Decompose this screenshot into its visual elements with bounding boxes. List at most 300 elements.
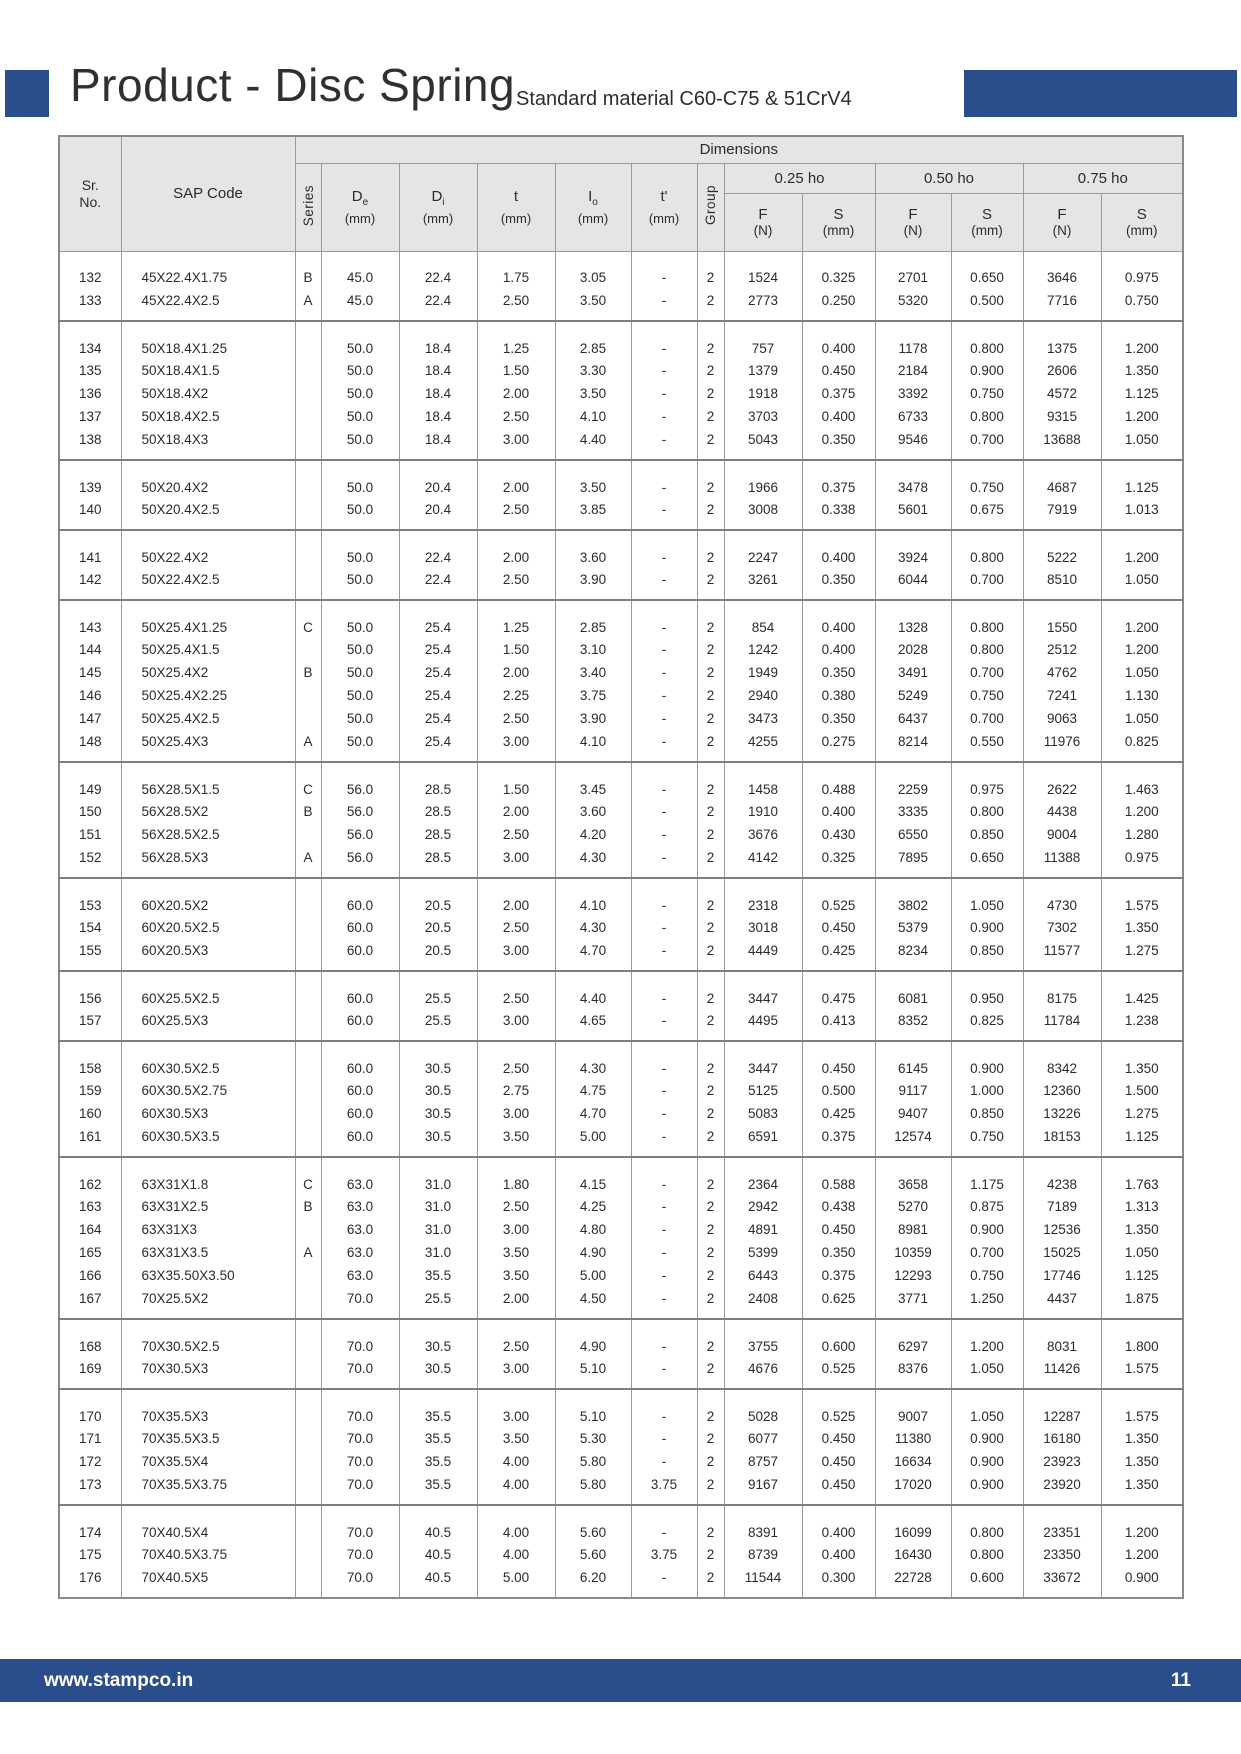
cell-series [295, 1287, 321, 1319]
cell-di_mm: 25.4 [399, 707, 477, 730]
cell-t_prime_mm: - [631, 1287, 697, 1319]
cell-s_025ho: 0.525 [802, 878, 875, 916]
cell-t_mm: 2.00 [477, 460, 555, 498]
footer-url: www.stampco.in [44, 1669, 194, 1691]
cell-series [295, 684, 321, 707]
cell-di_mm: 25.5 [399, 971, 477, 1009]
cell-s_050ho: 0.900 [951, 359, 1023, 382]
cell-group: 2 [697, 916, 724, 939]
cell-io_mm: 4.30 [555, 846, 631, 878]
cell-f_025ho: 3676 [724, 823, 802, 846]
cell-f_050ho: 6145 [875, 1041, 951, 1079]
header-de-subscript: e [362, 197, 369, 208]
cell-group: 2 [697, 321, 724, 359]
cell-series [295, 1009, 321, 1041]
cell-s_050ho: 0.700 [951, 707, 1023, 730]
cell-f_075ho: 8510 [1023, 568, 1101, 600]
cell-di_mm: 22.4 [399, 251, 477, 289]
cell-t_mm: 1.50 [477, 638, 555, 661]
cell-di_mm: 40.5 [399, 1543, 477, 1566]
cell-sr_no: 175 [59, 1543, 121, 1566]
cell-sr_no: 170 [59, 1389, 121, 1427]
cell-s_075ho: 1.050 [1101, 428, 1183, 460]
cell-series [295, 1450, 321, 1473]
cell-series [295, 568, 321, 600]
cell-s_025ho: 0.375 [802, 460, 875, 498]
cell-group: 2 [697, 762, 724, 800]
header-075ho: 0.75 ho [1023, 163, 1183, 193]
table-row [59, 846, 1183, 878]
cell-f_025ho: 2318 [724, 878, 802, 916]
cell-t_mm: 3.00 [477, 846, 555, 878]
table-row [59, 1357, 1183, 1389]
cell-f_050ho: 3392 [875, 382, 951, 405]
cell-di_mm: 31.0 [399, 1241, 477, 1264]
cell-io_mm: 3.60 [555, 800, 631, 823]
cell-sap_code: 70X30.5X2.5 [121, 1319, 295, 1357]
cell-t_prime_mm: - [631, 1218, 697, 1241]
cell-s_075ho: 0.900 [1101, 1566, 1183, 1598]
cell-group: 2 [697, 251, 724, 289]
cell-series [295, 321, 321, 359]
cell-f_025ho: 3008 [724, 498, 802, 530]
cell-io_mm: 3.75 [555, 684, 631, 707]
cell-di_mm: 18.4 [399, 321, 477, 359]
table-row [59, 1505, 1183, 1543]
header-f-025: F (N) [724, 193, 802, 251]
masthead-accent-bar [964, 70, 1237, 117]
cell-di_mm: 18.4 [399, 359, 477, 382]
cell-sap_code: 50X22.4X2 [121, 530, 295, 568]
table-row [59, 707, 1183, 730]
cell-group: 2 [697, 1389, 724, 1427]
cell-f_025ho: 2247 [724, 530, 802, 568]
cell-di_mm: 18.4 [399, 405, 477, 428]
cell-sr_no: 133 [59, 289, 121, 321]
cell-f_025ho: 1949 [724, 661, 802, 684]
cell-f_025ho: 2942 [724, 1195, 802, 1218]
cell-di_mm: 31.0 [399, 1218, 477, 1241]
cell-s_050ho: 0.950 [951, 971, 1023, 1009]
cell-s_025ho: 0.338 [802, 498, 875, 530]
cell-de_mm: 60.0 [321, 878, 399, 916]
cell-s_025ho: 0.450 [802, 1450, 875, 1473]
cell-s_025ho: 0.350 [802, 568, 875, 600]
cell-sap_code: 70X40.5X3.75 [121, 1543, 295, 1566]
cell-s_025ho: 0.450 [802, 1473, 875, 1505]
cell-io_mm: 4.75 [555, 1079, 631, 1102]
header-de [321, 163, 399, 251]
cell-di_mm: 20.5 [399, 878, 477, 916]
cell-di_mm: 20.4 [399, 498, 477, 530]
cell-group: 2 [697, 707, 724, 730]
cell-f_075ho: 4437 [1023, 1287, 1101, 1319]
cell-s_050ho: 0.700 [951, 568, 1023, 600]
cell-f_075ho: 2512 [1023, 638, 1101, 661]
table-row [59, 684, 1183, 707]
table-row [59, 321, 1183, 359]
cell-di_mm: 25.4 [399, 684, 477, 707]
cell-s_025ho: 0.325 [802, 846, 875, 878]
cell-sr_no: 143 [59, 600, 121, 638]
cell-di_mm: 20.4 [399, 460, 477, 498]
cell-s_050ho: 1.200 [951, 1319, 1023, 1357]
header-di-unit: (mm) [422, 211, 454, 226]
cell-f_025ho: 5028 [724, 1389, 802, 1427]
cell-s_025ho: 0.438 [802, 1195, 875, 1218]
cell-s_075ho: 1.050 [1101, 707, 1183, 730]
cell-s_025ho: 0.450 [802, 1041, 875, 1079]
cell-s_050ho: 0.900 [951, 1218, 1023, 1241]
cell-di_mm: 31.0 [399, 1157, 477, 1195]
cell-f_075ho: 4730 [1023, 878, 1101, 916]
cell-s_075ho: 1.313 [1101, 1195, 1183, 1218]
cell-sr_no: 162 [59, 1157, 121, 1195]
header-io [555, 163, 631, 251]
cell-di_mm: 28.5 [399, 823, 477, 846]
cell-t_prime_mm: - [631, 823, 697, 846]
cell-f_075ho: 7302 [1023, 916, 1101, 939]
cell-sap_code: 63X35.50X3.50 [121, 1264, 295, 1287]
cell-io_mm: 4.15 [555, 1157, 631, 1195]
cell-f_075ho: 2622 [1023, 762, 1101, 800]
cell-io_mm: 5.30 [555, 1427, 631, 1450]
cell-group: 2 [697, 568, 724, 600]
cell-s_075ho: 1.800 [1101, 1319, 1183, 1357]
cell-s_075ho: 1.125 [1101, 460, 1183, 498]
cell-f_025ho: 4676 [724, 1357, 802, 1389]
cell-f_025ho: 3473 [724, 707, 802, 730]
cell-f_075ho: 23923 [1023, 1450, 1101, 1473]
cell-sap_code: 50X25.4X2.25 [121, 684, 295, 707]
cell-group: 2 [697, 382, 724, 405]
cell-t_mm: 2.50 [477, 916, 555, 939]
cell-f_025ho: 4449 [724, 939, 802, 971]
cell-sr_no: 172 [59, 1450, 121, 1473]
cell-group: 2 [697, 661, 724, 684]
cell-f_050ho: 8376 [875, 1357, 951, 1389]
cell-io_mm: 3.60 [555, 530, 631, 568]
cell-s_025ho: 0.400 [802, 600, 875, 638]
cell-sap_code: 45X22.4X2.5 [121, 289, 295, 321]
cell-series: A [295, 730, 321, 762]
cell-t_prime_mm: - [631, 405, 697, 428]
cell-series [295, 823, 321, 846]
cell-sap_code: 70X35.5X3 [121, 1389, 295, 1427]
row-group [59, 530, 1183, 600]
cell-group: 2 [697, 289, 724, 321]
footer-page-number: 11 [1170, 1669, 1191, 1691]
cell-t_mm: 4.00 [477, 1450, 555, 1473]
cell-series [295, 1125, 321, 1157]
cell-s_075ho: 0.975 [1101, 846, 1183, 878]
cell-f_075ho: 1375 [1023, 321, 1101, 359]
cell-de_mm: 63.0 [321, 1157, 399, 1195]
cell-s_075ho: 1.575 [1101, 1389, 1183, 1427]
cell-f_050ho: 8234 [875, 939, 951, 971]
cell-series [295, 382, 321, 405]
header-group-label: Group [703, 185, 718, 226]
cell-series [295, 1319, 321, 1357]
cell-de_mm: 60.0 [321, 1079, 399, 1102]
cell-io_mm: 3.45 [555, 762, 631, 800]
cell-f_025ho: 3703 [724, 405, 802, 428]
cell-f_075ho: 3646 [1023, 251, 1101, 289]
cell-de_mm: 63.0 [321, 1241, 399, 1264]
cell-series [295, 1505, 321, 1543]
cell-t_mm: 2.25 [477, 684, 555, 707]
cell-sr_no: 145 [59, 661, 121, 684]
cell-group: 2 [697, 730, 724, 762]
cell-group: 2 [697, 1218, 724, 1241]
cell-s_050ho: 0.975 [951, 762, 1023, 800]
cell-de_mm: 50.0 [321, 460, 399, 498]
cell-io_mm: 3.10 [555, 638, 631, 661]
cell-io_mm: 3.50 [555, 382, 631, 405]
cell-io_mm: 3.30 [555, 359, 631, 382]
cell-s_025ho: 0.500 [802, 1079, 875, 1102]
cell-series [295, 405, 321, 428]
cell-group: 2 [697, 1357, 724, 1389]
cell-t_prime_mm: - [631, 1319, 697, 1357]
header-series [295, 163, 321, 251]
cell-f_075ho: 16180 [1023, 1427, 1101, 1450]
cell-di_mm: 22.4 [399, 289, 477, 321]
cell-sap_code: 60X30.5X2.5 [121, 1041, 295, 1079]
cell-f_075ho: 4238 [1023, 1157, 1101, 1195]
cell-f_050ho: 8981 [875, 1218, 951, 1241]
cell-de_mm: 63.0 [321, 1195, 399, 1218]
cell-s_050ho: 0.825 [951, 1009, 1023, 1041]
cell-sr_no: 165 [59, 1241, 121, 1264]
cell-de_mm: 60.0 [321, 1102, 399, 1125]
cell-series [295, 1427, 321, 1450]
cell-f_075ho: 4438 [1023, 800, 1101, 823]
cell-s_050ho: 0.675 [951, 498, 1023, 530]
cell-sap_code: 70X40.5X5 [121, 1566, 295, 1598]
cell-f_025ho: 8391 [724, 1505, 802, 1543]
cell-s_050ho: 0.750 [951, 460, 1023, 498]
cell-series: C [295, 1157, 321, 1195]
cell-s_075ho: 1.200 [1101, 600, 1183, 638]
row-group [59, 1505, 1183, 1598]
cell-s_075ho: 0.825 [1101, 730, 1183, 762]
table-row [59, 1319, 1183, 1357]
cell-group: 2 [697, 878, 724, 916]
row-group [59, 1041, 1183, 1157]
header-sr-no [59, 136, 121, 251]
cell-t_mm: 1.50 [477, 762, 555, 800]
cell-f_025ho: 3755 [724, 1319, 802, 1357]
cell-s_050ho: 1.250 [951, 1287, 1023, 1319]
cell-group: 2 [697, 428, 724, 460]
cell-di_mm: 22.4 [399, 530, 477, 568]
cell-f_025ho: 6591 [724, 1125, 802, 1157]
cell-de_mm: 50.0 [321, 661, 399, 684]
cell-s_075ho: 1.238 [1101, 1009, 1183, 1041]
row-group [59, 1157, 1183, 1319]
cell-t_prime_mm: - [631, 707, 697, 730]
cell-f_025ho: 8757 [724, 1450, 802, 1473]
cell-s_025ho: 0.600 [802, 1319, 875, 1357]
cell-s_075ho: 1.200 [1101, 405, 1183, 428]
cell-s_025ho: 0.488 [802, 762, 875, 800]
cell-s_050ho: 0.900 [951, 916, 1023, 939]
cell-f_025ho: 5399 [724, 1241, 802, 1264]
cell-s_075ho: 1.200 [1101, 800, 1183, 823]
cell-series [295, 916, 321, 939]
cell-f_075ho: 4572 [1023, 382, 1101, 405]
cell-sap_code: 70X40.5X4 [121, 1505, 295, 1543]
cell-f_025ho: 8739 [724, 1543, 802, 1566]
cell-s_025ho: 0.375 [802, 1125, 875, 1157]
cell-series [295, 359, 321, 382]
cell-group: 2 [697, 638, 724, 661]
page-subtitle: Standard material C60-C75 & 51CrV4 [516, 88, 852, 110]
table-row [59, 1473, 1183, 1505]
cell-s_050ho: 0.650 [951, 846, 1023, 878]
cell-t_prime_mm: - [631, 916, 697, 939]
cell-sr_no: 141 [59, 530, 121, 568]
cell-f_075ho: 23350 [1023, 1543, 1101, 1566]
cell-sr_no: 159 [59, 1079, 121, 1102]
cell-di_mm: 18.4 [399, 382, 477, 405]
cell-t_prime_mm: - [631, 971, 697, 1009]
cell-series: B [295, 661, 321, 684]
cell-s_075ho: 1.200 [1101, 321, 1183, 359]
cell-f_075ho: 33672 [1023, 1566, 1101, 1598]
cell-s_075ho: 1.350 [1101, 1450, 1183, 1473]
cell-de_mm: 60.0 [321, 1041, 399, 1079]
cell-sr_no: 136 [59, 382, 121, 405]
cell-s_025ho: 0.450 [802, 1218, 875, 1241]
cell-series [295, 428, 321, 460]
cell-io_mm: 3.85 [555, 498, 631, 530]
footer-bar [0, 1659, 1241, 1702]
cell-s_075ho: 1.575 [1101, 878, 1183, 916]
cell-f_075ho: 15025 [1023, 1241, 1101, 1264]
cell-s_050ho: 0.850 [951, 823, 1023, 846]
cell-f_025ho: 5125 [724, 1079, 802, 1102]
cell-sr_no: 164 [59, 1218, 121, 1241]
cell-t_prime_mm: - [631, 1041, 697, 1079]
cell-io_mm: 3.50 [555, 460, 631, 498]
row-group [59, 460, 1183, 530]
cell-io_mm: 6.20 [555, 1566, 631, 1598]
cell-s_025ho: 0.450 [802, 1427, 875, 1450]
row-group [59, 1319, 1183, 1389]
cell-t_mm: 4.00 [477, 1505, 555, 1543]
row-group [59, 600, 1183, 762]
cell-t_mm: 1.25 [477, 321, 555, 359]
cell-s_025ho: 0.425 [802, 939, 875, 971]
cell-t_mm: 2.00 [477, 530, 555, 568]
cell-s_050ho: 0.700 [951, 1241, 1023, 1264]
cell-s_025ho: 0.400 [802, 321, 875, 359]
table-row [59, 1287, 1183, 1319]
cell-f_050ho: 5270 [875, 1195, 951, 1218]
cell-io_mm: 4.80 [555, 1218, 631, 1241]
cell-sap_code: 60X25.5X3 [121, 1009, 295, 1041]
cell-di_mm: 31.0 [399, 1195, 477, 1218]
cell-io_mm: 5.10 [555, 1389, 631, 1427]
table-row [59, 1041, 1183, 1079]
cell-t_prime_mm: - [631, 1357, 697, 1389]
cell-f_050ho: 16099 [875, 1505, 951, 1543]
header-sap-code: SAP Code [121, 136, 295, 251]
cell-s_050ho: 0.850 [951, 1102, 1023, 1125]
cell-s_075ho: 1.013 [1101, 498, 1183, 530]
cell-series: B [295, 251, 321, 289]
cell-s_025ho: 0.400 [802, 1505, 875, 1543]
cell-f_050ho: 12293 [875, 1264, 951, 1287]
cell-s_050ho: 0.500 [951, 289, 1023, 321]
cell-f_075ho: 9315 [1023, 405, 1101, 428]
header-f-050: F (N) [875, 193, 951, 251]
cell-sr_no: 132 [59, 251, 121, 289]
cell-sr_no: 142 [59, 568, 121, 600]
cell-di_mm: 20.5 [399, 939, 477, 971]
cell-sr_no: 144 [59, 638, 121, 661]
header-sr-line2: No. [79, 193, 102, 210]
cell-t_prime_mm: - [631, 1079, 697, 1102]
table-row [59, 1079, 1183, 1102]
header-s-050: S (mm) [951, 193, 1023, 251]
cell-s_050ho: 1.175 [951, 1157, 1023, 1195]
cell-s_025ho: 0.250 [802, 289, 875, 321]
cell-s_050ho: 0.800 [951, 321, 1023, 359]
cell-sap_code: 50X18.4X2 [121, 382, 295, 405]
cell-t_mm: 4.00 [477, 1473, 555, 1505]
table-row [59, 1218, 1183, 1241]
cell-s_075ho: 1.280 [1101, 823, 1183, 846]
table-row [59, 1427, 1183, 1450]
cell-t_mm: 3.50 [477, 1241, 555, 1264]
cell-f_050ho: 3491 [875, 661, 951, 684]
cell-io_mm: 4.10 [555, 878, 631, 916]
cell-di_mm: 22.4 [399, 568, 477, 600]
cell-t_mm: 2.50 [477, 405, 555, 428]
cell-group: 2 [697, 1195, 724, 1218]
cell-group: 2 [697, 846, 724, 878]
cell-f_050ho: 3924 [875, 530, 951, 568]
cell-f_050ho: 1328 [875, 600, 951, 638]
cell-series [295, 1357, 321, 1389]
cell-series [295, 1543, 321, 1566]
header-t-prime-symbol: t' [660, 188, 668, 205]
masthead-accent-square [5, 70, 49, 117]
cell-f_025ho: 11544 [724, 1566, 802, 1598]
cell-group: 2 [697, 1009, 724, 1041]
cell-f_075ho: 8342 [1023, 1041, 1101, 1079]
cell-s_075ho: 1.350 [1101, 359, 1183, 382]
cell-f_025ho: 3447 [724, 1041, 802, 1079]
cell-series [295, 1041, 321, 1079]
table-row [59, 1009, 1183, 1041]
table-row [59, 405, 1183, 428]
cell-series: C [295, 762, 321, 800]
cell-t_prime_mm: - [631, 428, 697, 460]
cell-t_mm: 2.00 [477, 878, 555, 916]
cell-series [295, 1473, 321, 1505]
cell-io_mm: 4.70 [555, 1102, 631, 1125]
cell-di_mm: 30.5 [399, 1319, 477, 1357]
cell-s_050ho: 0.650 [951, 251, 1023, 289]
table-row [59, 878, 1183, 916]
table-row [59, 1102, 1183, 1125]
cell-t_mm: 2.50 [477, 289, 555, 321]
cell-t_mm: 2.00 [477, 1287, 555, 1319]
